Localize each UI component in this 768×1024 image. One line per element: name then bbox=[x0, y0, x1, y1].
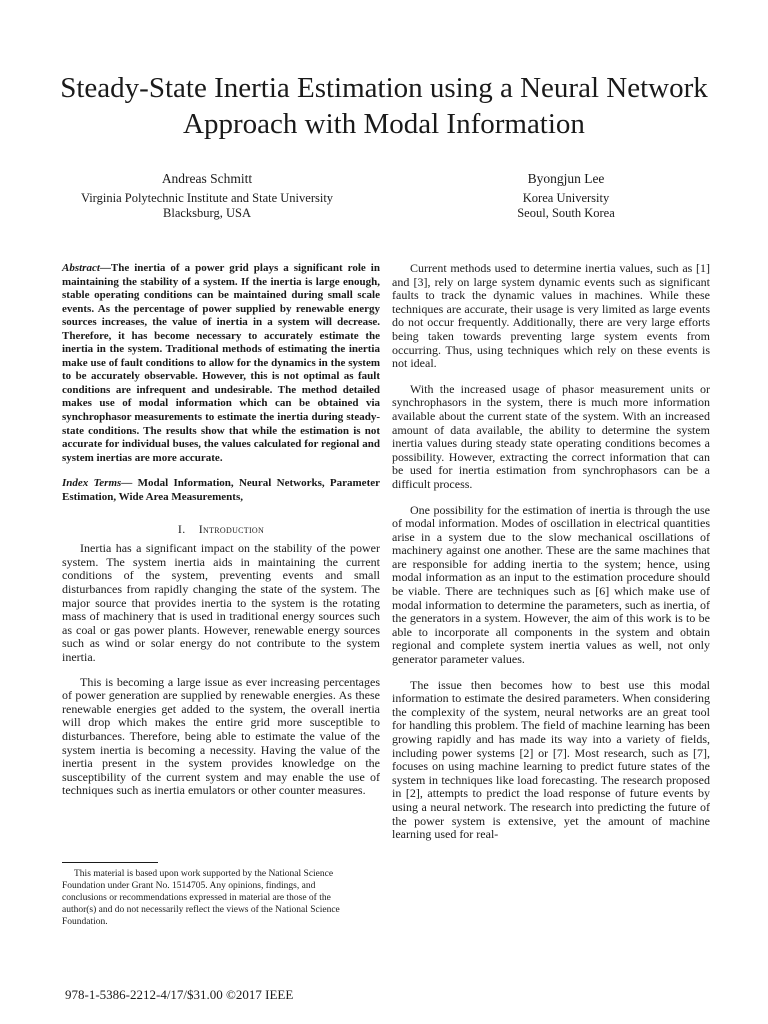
section-number: I. bbox=[177, 522, 186, 537]
footnote: This material is based upon work supported by the National Science Foundation under Grant No. 1514705. Any opinions, findings, and conclusions or recommendations expressed in material are those of the author(s) and do not necessarily reflect the views of the National Science Foundation. bbox=[62, 869, 340, 927]
author-affiliation: Korea University bbox=[522, 191, 610, 205]
publication-identifier: 978-1-5386-2212-4/17/$31.00 ©2017 IEEE bbox=[65, 987, 294, 1002]
body-paragraph: This is becoming a large issue as ever increasing percentages of power generation are supplied by renewable energies. As these renewable energies get added to the system, the overall inertia will drop which makes the entire grid more susceptible to disturbances. Therefore, being able to estimate the value of the system inertia is becoming a necessity. Having the value of the inertia present in the system provides knowledge on the susceptibility of the current system and may enable the use of techniques such as inertia emulators or other counter measures. bbox=[62, 674, 380, 798]
author-name: Byongjun Lee bbox=[527, 171, 605, 186]
abstract bbox=[62, 262, 380, 465]
body-paragraph: With the increased usage of phasor measurement units or synchrophasors in the system, there is much more information available about the current state of the system. With an increased amount of data available, the ability to determine the system inertia values during steady state operating conditions becomes a possibility. However, extracting the correct information that can be used for inertia estimation from synchrophasors can be a difficult process. bbox=[392, 381, 710, 491]
body-paragraph: Inertia has a significant impact on the stability of the power system. The system inertia aids in maintaining the current conditions of the system, preventing events and small disturbances from rapidly changing the state of the system. The major source that provides inertia to the system is the rotating mass of machinery that is used in traditional energy sources such as coal or gas power plants. However, renewable energy sources such as wind or solar energy do not contribute to the system inertia. bbox=[62, 541, 380, 665]
body-paragraph: One possibility for the estimation of inertia is through the use of modal information. Modes of oscillation in electrical quantities arise in a system due to the slow mechanical oscillations of machinery against one another. These are the same machines that are responsible for adding inertia to the system; hence, using modal information as an input to the estimation procedure should be viable. There are techniques such as [6] which make use of modal information to determine the parameters, such as inertia, of the generators in a system. However, the aim of this work is to be able to incorporate all components in the system and obtain regional and complete system inertia values as well, not only generator parameter values. bbox=[392, 502, 710, 667]
author-block-1 bbox=[62, 170, 352, 221]
body-paragraph: The issue then becomes how to best use this modal information to estimate the desired parameters. When considering the complexity of the system, neural networks are an great tool for handling this problem. The field of machine learning has been growing rapidly and has made its way into a variety of fields, including power systems [2] or [7]. Most research, such as [7], focuses on using machine learning to predict future states of the system in techniques like load forecasting. The research proposed in [2], attempts to predict the load response of future events by using a neural network. The research into predicting the future of the power system is extensive, yet the amount of machine learning used for real- bbox=[392, 677, 710, 842]
paper-title bbox=[30, 70, 738, 142]
index-terms bbox=[62, 477, 380, 504]
title-line-2: Approach with Modal Information bbox=[183, 108, 585, 140]
left-column bbox=[62, 262, 380, 798]
body-paragraph: Current methods used to determine inertia values, such as [1] and [3], rely on large system dynamic events such as significant faults to track the dynamic values in machines. While these techniques are accurate, their usage is very limited as large events do not occur frequently. Additionally, there are very large efforts being taken towards preventing large system events from occurring. Thus, using techniques which rely on these events is not ideal. bbox=[392, 261, 710, 371]
section-heading-introduction bbox=[62, 522, 380, 536]
author-block-2 bbox=[416, 170, 716, 221]
footnote-divider bbox=[62, 862, 158, 863]
index-terms-text: — Modal Information, Neural Networks, Parameter Estimation, Wide Area Measurements, bbox=[62, 477, 380, 503]
author-name: Andreas Schmitt bbox=[161, 171, 253, 186]
section-title: Introduction bbox=[198, 522, 265, 537]
index-terms-label: Index Terms bbox=[62, 477, 122, 490]
author-location: Blacksburg, USA bbox=[163, 206, 251, 220]
author-affiliation: Virginia Polytechnic Institute and State University bbox=[80, 191, 334, 205]
right-column bbox=[392, 262, 710, 842]
abstract-text: —The inertia of a power grid plays a significant role in maintaining the stability of a system. If the inertia is large enough, stable operating conditions can be maintained during small scale events. As the percentage of power supplied by renewable energy sources increases, the value of inertia in a system will decrease. Therefore, it has become necessary to accurately estimate the inertia in the system. Traditional methods of estimating the inertia make use of fault conditions to allow for the dynamics in the system to be accurately observable. However, this is not optimal as fault conditions are infrequent and undesirable. The method detailed makes use of modal information which can be obtained via synchrophasor measurements to estimate the inertia during steady-state conditions. The results show that while the estimation is not accurate for individual buses, the values calculated for regional and system inertias are more accurate. bbox=[62, 262, 380, 464]
abstract-label: Abstract bbox=[62, 262, 100, 274]
title-line-1: Steady-State Inertia Estimation using a Neural Network bbox=[60, 72, 708, 104]
author-location: Seoul, South Korea bbox=[517, 206, 615, 220]
